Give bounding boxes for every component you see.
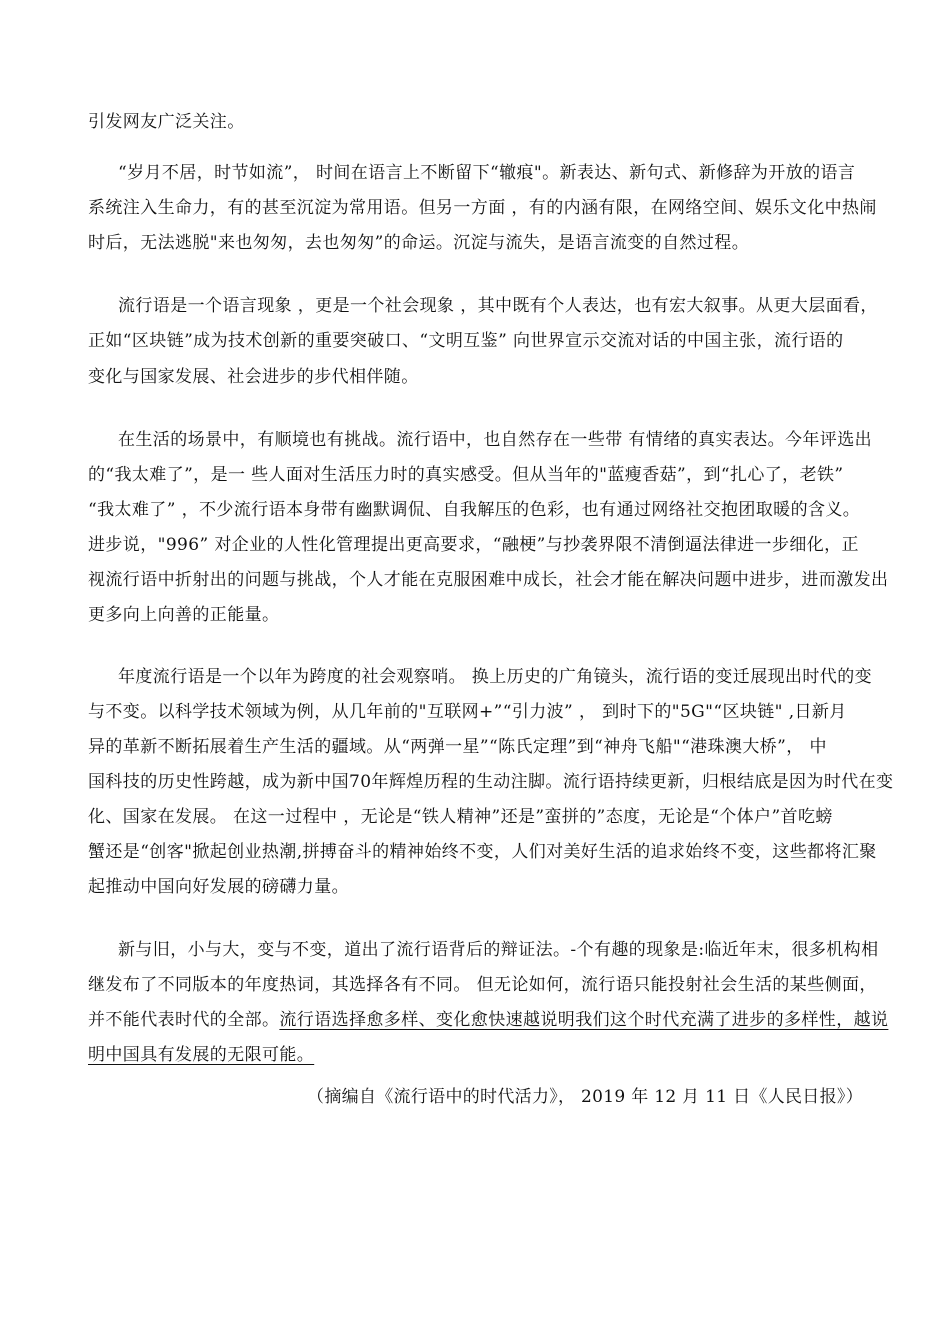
underlined-sentence: 明中国具有发展的无限可能。 <box>88 1045 315 1065</box>
text-line: 起推动中国向好发展的磅礴力量。 <box>88 877 349 897</box>
text-line: 时后，无法逃脱"来也匆匆，去也匆匆”的命运。沉淀与流失，是语言流变的自然过程。 <box>88 233 750 253</box>
text-line: 流行语是一个语言现象 ，更是一个社会现象 ，其中既有个人表达，也有宏大叙事。从更大层面看， <box>118 296 878 316</box>
source-citation: （摘编自《流行语中的时代活力》， 2019 年 12 月 11 日《人民日报》） <box>307 1087 863 1107</box>
text-line: 与不变。以科学技术领域为例，从几年前的"互联网+”“引力波” ， 到时下的"5G"“区块链" ,日新月 <box>88 702 847 722</box>
text-line: 继发布了不同版本的年度热词，其选择各有不同。 但无论如何，流行语只能投射社会生活的某些侧面， <box>88 975 877 995</box>
text-line: 引发网友广泛关注。 <box>88 112 245 132</box>
text-line: 的“我太难了”，是一 些人面对生活压力时的真实感受。但从当年的"蓝瘦香菇”，到“扎心了，老铁” <box>88 465 844 485</box>
text-line: 更多向上向善的正能量。 <box>88 605 280 625</box>
text-line <box>88 1006 888 1034</box>
text-line: 化、国家在发展。 在这一过程中 ，无论是“铁人精神”还是”蛮拼的”态度，无论是“个体户”首吃螃 <box>88 807 833 827</box>
text-line: 年度流行语是一个以年为跨度的社会观察哨。 换上历史的广角镜头，流行语的变迁展现出时代的变 <box>118 667 873 687</box>
text-line: 系统注入生命力，有的甚至沉淀为常用语。但另一方面 ，有的内涵有限，在网络空间、娱乐文化中热闹 <box>88 198 877 218</box>
text-line: 异的革新不断拓展着生产生活的疆域。从“两弹一星”“陈氏定理”到“神舟飞船"“港珠澳大桥”， 中 <box>88 737 827 757</box>
text-line: “我太难了” ，不少流行语本身带有幽默调侃、自我解压的色彩，也有通过网络社交抱团取暖的含义。 <box>88 500 861 520</box>
text-line: 进步说，"996” 对企业的人性化管理提出更高要求，“融梗”与抄袭界限不清倒逼法律进一步细化，正 <box>88 535 859 555</box>
text-line: 视流行语中折射出的问题与挑战，个人才能在克服困难中成长，社会才能在解决问题中进步，进而激发出 <box>88 570 889 590</box>
text-line: 蟹还是“创客"掀起创业热潮,拼搏奋斗的精神始终不变，人们对美好生活的追求始终不变，这些都将汇聚 <box>88 842 877 862</box>
text-line: 在生活的场景中，有顺境也有挑战。流行语中，也自然存在一些带 有情绪的真实表达。今年评选出 <box>118 430 873 450</box>
text-line: 新与旧，小与大，变与不变，道出了流行语背后的辩证法。-个有趣的现象是:临近年末，很多机构相 <box>118 940 879 960</box>
text-line: 正如“区块链”成为技术创新的重要突破口、“文明互鉴” 向世界宣示交流对话的中国主张，流行语的 <box>88 331 844 351</box>
text-line: “岁月不居，时节如流”， 时间在语言上不断留下“辙痕"。新表达、新句式、新修辞为开放的语言 <box>118 163 856 183</box>
text-line: 国科技的历史性跨越，成为新中国70年辉煌历程的生动注脚。流行语持续更新，归根结底是因为时代在变 <box>88 772 894 792</box>
text-line: 变化与国家发展、社会进步的步代相伴随。 <box>88 367 419 387</box>
text-segment: 并不能代表时代的全部。 <box>88 1010 280 1030</box>
underlined-sentence: 流行语选择愈多样、变化愈快速越说明我们这个时代充满了进步的多样性，越说 <box>279 1010 889 1030</box>
